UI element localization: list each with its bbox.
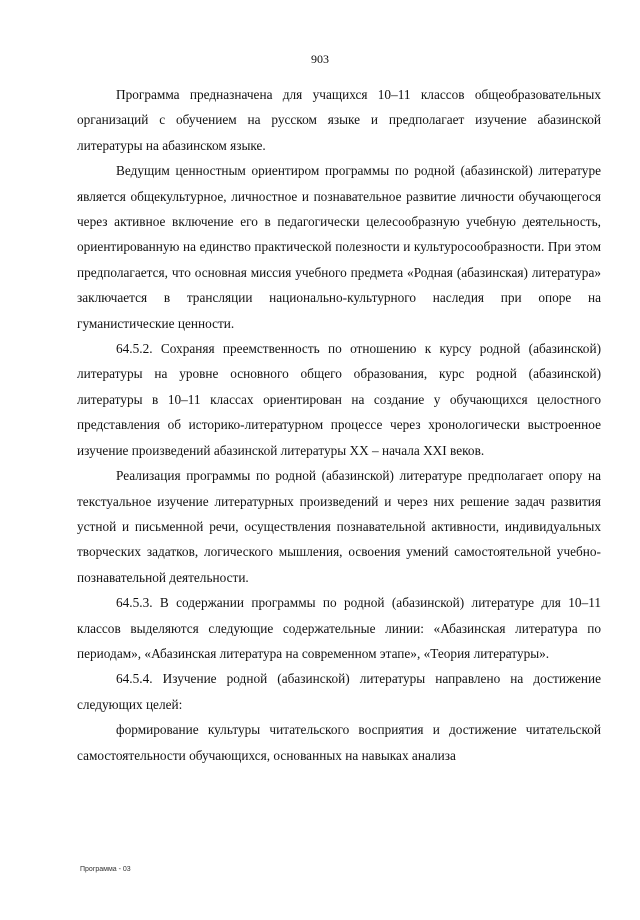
paragraph-intro: Программа предназначена для учащихся 10–11 классов общеобразовательных организаций с обучением на русском языке и предполагает изучение абазинской литературы на абазинском языке. xyxy=(77,87,601,153)
paragraph-64-5-4: 64.5.4. Изучение родной (абазинской) литературы направлено на достижение следующих целей: xyxy=(77,671,601,712)
body-text xyxy=(77,82,601,768)
paragraph-implementation: Реализация программы по родной (абазинской) литературе предполагает опору на текстуальное изучение литературных произведений и через них решение задач развития устной и письменной речи, осуществления познавательной активности, индивидуальных творческих задатков, логического мышления, освоения умений самостоятельной учебно-познавательной деятельности. xyxy=(77,468,601,585)
paragraph-goal-formation: формирование культуры читательского восприятия и достижение читательской самостоятельности обучающихся, основанных на навыках анализа xyxy=(77,722,601,763)
paragraph-value-orientation: Ведущим ценностным ориентиром программы по родной (абазинской) литературе является общекультурное, личностное и познавательное развитие личности обучающегося через активное включение его в педагогически целесообразную учебную деятельность, ориентированную на единство практической полезности и культуросообразности. При этом предполагается, что основная миссия учебного предмета «Родная (абазинская) литература» заключается в трансляции национально-культурного наследия при опоре на гуманистические ценности. xyxy=(77,163,601,331)
paragraph-64-5-3: 64.5.3. В содержании программы по родной (абазинской) литературе для 10–11 классов выделяются следующие содержательные линии: «Абазинская литература по периодам», «Абазинская литература на современном этапе», «Теория литературы». xyxy=(77,595,601,661)
footer-label: Программа - 03 xyxy=(80,866,131,873)
page-number: 903 xyxy=(311,52,329,66)
paragraph-64-5-2: 64.5.2. Сохраняя преемственность по отношению к курсу родной (абазинской) литературы на уровне основного общего образования, курс родной (абазинской) литературы в 10–11 классах ориентирован на создание у обучающихся целостного представления об историко-литературном процессе через хронологически выстроенное изучение произведений абазинской литературы XX – начала XXI веков. xyxy=(77,341,601,458)
